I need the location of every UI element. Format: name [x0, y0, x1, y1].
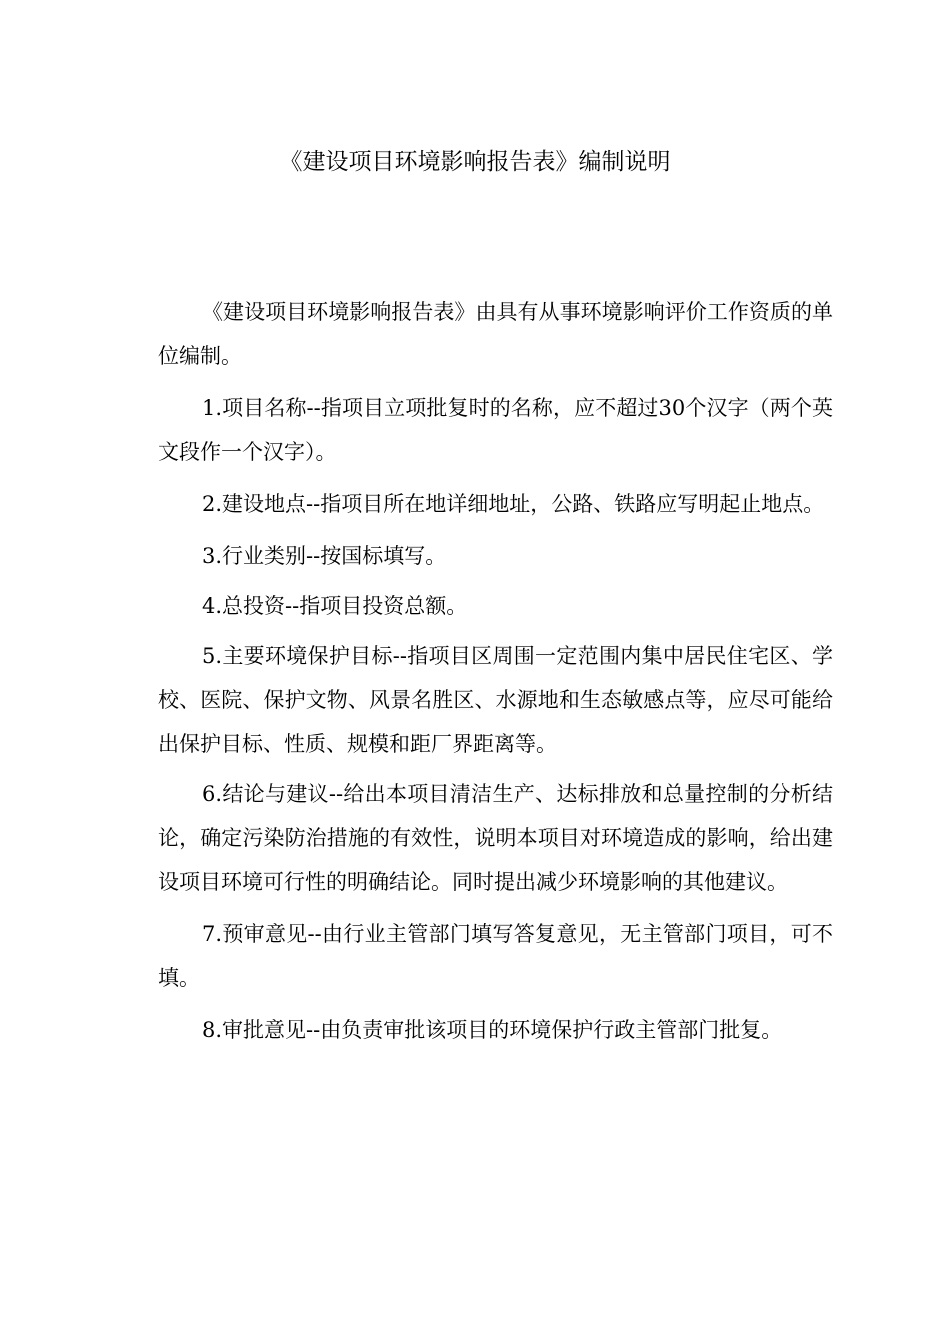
document-body: [158, 290, 833, 1060]
item-total-investment: 4.总投资--指项目投资总额。: [202, 594, 468, 618]
item-approval: 8.审批意见--由负责审批该项目的环境保护行政主管部门批复。: [202, 1018, 783, 1042]
item-protection-targets: 5.主要环境保护目标--指项目区周围一定范围内集中居民住宅区、学校、医院、保护文物、风景名胜区、水源地和生态敏感点等，应尽可能给出保护目标、性质、规模和距厂界距离等。: [158, 644, 833, 756]
document-title: 《建设项目环境影响报告表》编制说明: [279, 149, 671, 175]
item-pre-review: 7.预审意见--由行业主管部门填写答复意见，无主管部门项目，可不填。: [158, 922, 833, 990]
intro-paragraph: 《建设项目环境影响报告表》由具有从事环境影响评价工作资质的单位编制。: [158, 300, 833, 368]
item-industry-category: 3.行业类别--按国标填写。: [202, 544, 447, 568]
item-construction-site: 2.建设地点--指项目所在地详细地址，公路、铁路应写明起止地点。: [202, 492, 825, 516]
item-project-name: 1.项目名称--指项目立项批复时的名称，应不超过30个汉字（两个英文段作一个汉字）。: [158, 396, 833, 464]
item-conclusions: 6.结论与建议--给出本项目清洁生产、达标排放和总量控制的分析结论，确定污染防治措施的有效性，说明本项目对环境造成的影响，给出建设项目环境可行性的明确结论。同时提出减少环境影响的其他建议。: [158, 782, 833, 894]
